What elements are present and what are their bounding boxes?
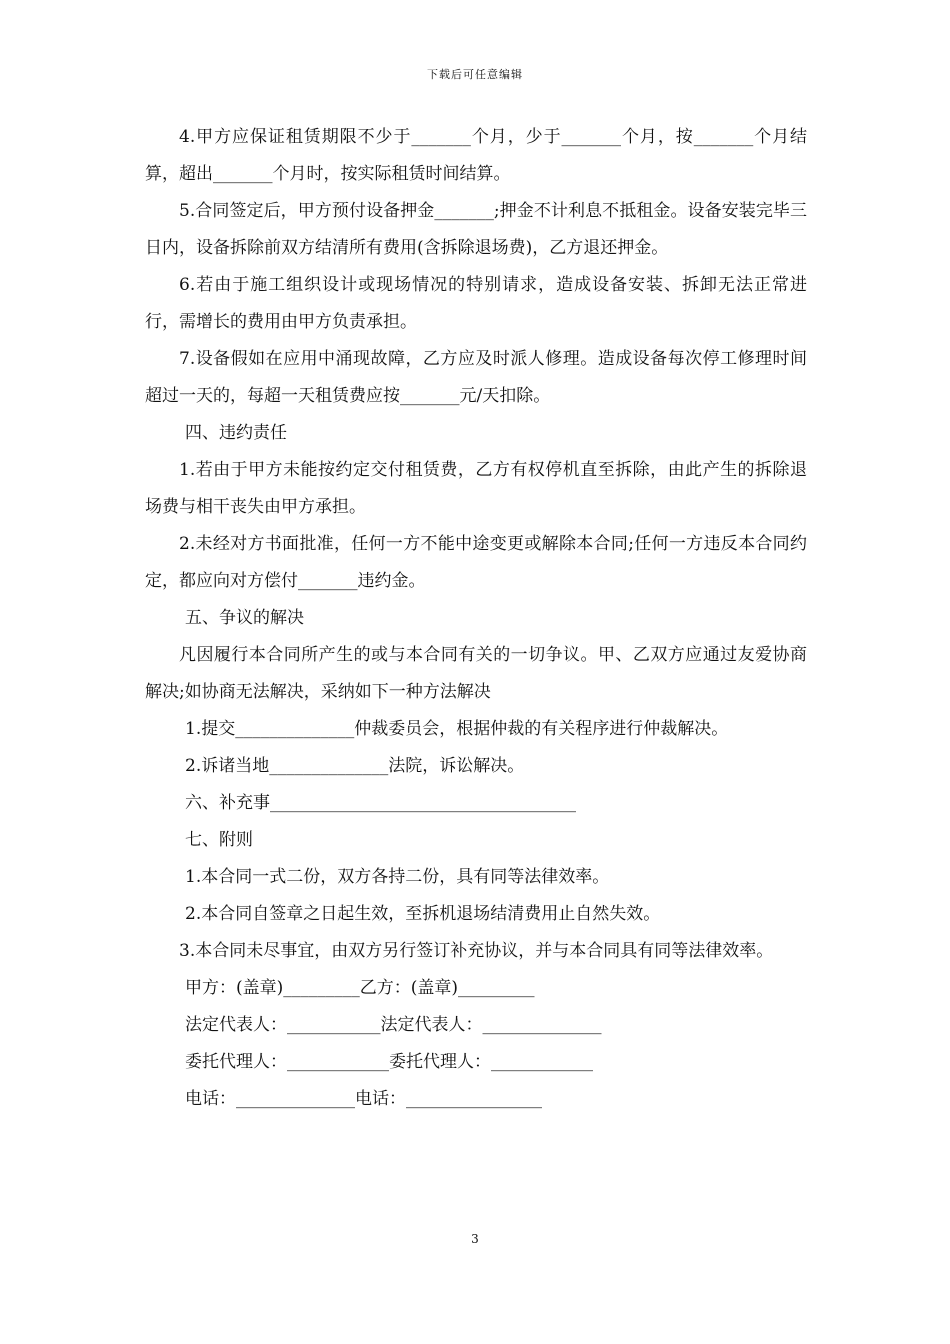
breach-clause-1: 1.若由于甲方未能按约定交付租赁费，乙方有权停机直至拆除，由此产生的拆除退场费与相干丧失由甲方承担。 bbox=[145, 460, 807, 517]
clause-7-repairs: 7.设备假如在应用中涌现故障，乙方应及时派人修理。造成设备每次停工修理时间超过一天的，每超一天租赁费应按_______元/天扣除。 bbox=[145, 349, 807, 406]
signature-line-party: 甲方：(盖章)_________乙方：(盖章)_________ bbox=[185, 978, 535, 998]
signature-line-legal-rep: 法定代表人：___________法定代表人：______________ bbox=[185, 1015, 602, 1035]
section-heading-disputes: 五、争议的解决 bbox=[185, 608, 304, 628]
appendix-clause-2: 2.本合同自签章之日起生效，至拆机退场结清费用止自然失效。 bbox=[185, 904, 661, 924]
page-header-note: 下载后可任意编辑 bbox=[427, 68, 523, 81]
document-body bbox=[145, 119, 807, 1118]
breach-clause-2: 2.未经对方书面批准，任何一方不能中途变更或解除本合同;任何一方违反本合同约定，都应向对方偿付_______违约金。 bbox=[145, 534, 807, 591]
section-heading-appendix: 七、附则 bbox=[185, 830, 253, 850]
section-heading-supplement: 六、补充事____________________________________ bbox=[185, 793, 576, 813]
clause-5-deposit: 5.合同签定后，甲方预付设备押金_______;押金不计利息不抵租金。设备安装完毕三日内，设备拆除前双方结清所有费用(含拆除退场费)，乙方退还押金。 bbox=[145, 201, 807, 258]
appendix-clause-1: 1.本合同一式二份，双方各持二份，具有同等法律效率。 bbox=[185, 867, 610, 887]
appendix-clause-3: 3.本合同未尽事宜，由双方另行签订补充协议，并与本合同具有同等法律效率。 bbox=[179, 941, 774, 961]
clause-6-extra-costs: 6.若由于施工组织设计或现场情况的特别请求，造成设备安装、拆卸无法正常进行，需增长的费用由甲方负责承担。 bbox=[145, 275, 807, 332]
page-number: 3 bbox=[471, 1232, 479, 1246]
disputes-option-2: 2.诉诸当地______________法院，诉讼解决。 bbox=[185, 756, 525, 776]
disputes-option-1: 1.提交______________仲裁委员会，根据仲裁的有关程序进行仲裁解决。 bbox=[185, 719, 729, 739]
signature-line-agent: 委托代理人：____________委托代理人：____________ bbox=[185, 1052, 593, 1072]
signature-line-phone: 电话：______________电话：________________ bbox=[185, 1089, 542, 1109]
disputes-intro: 凡因履行本合同所产生的或与本合同有关的一切争议。甲、乙双方应通过友爱协商解决;如协商无法解决，采纳如下一种方法解决 bbox=[145, 645, 807, 702]
section-heading-breach: 四、违约责任 bbox=[185, 423, 287, 443]
clause-4-rental-term: 4.甲方应保证租赁期限不少于_______个月，少于_______个月，按_______个月结算，超出_______个月时，按实际租赁时间结算。 bbox=[145, 127, 807, 184]
